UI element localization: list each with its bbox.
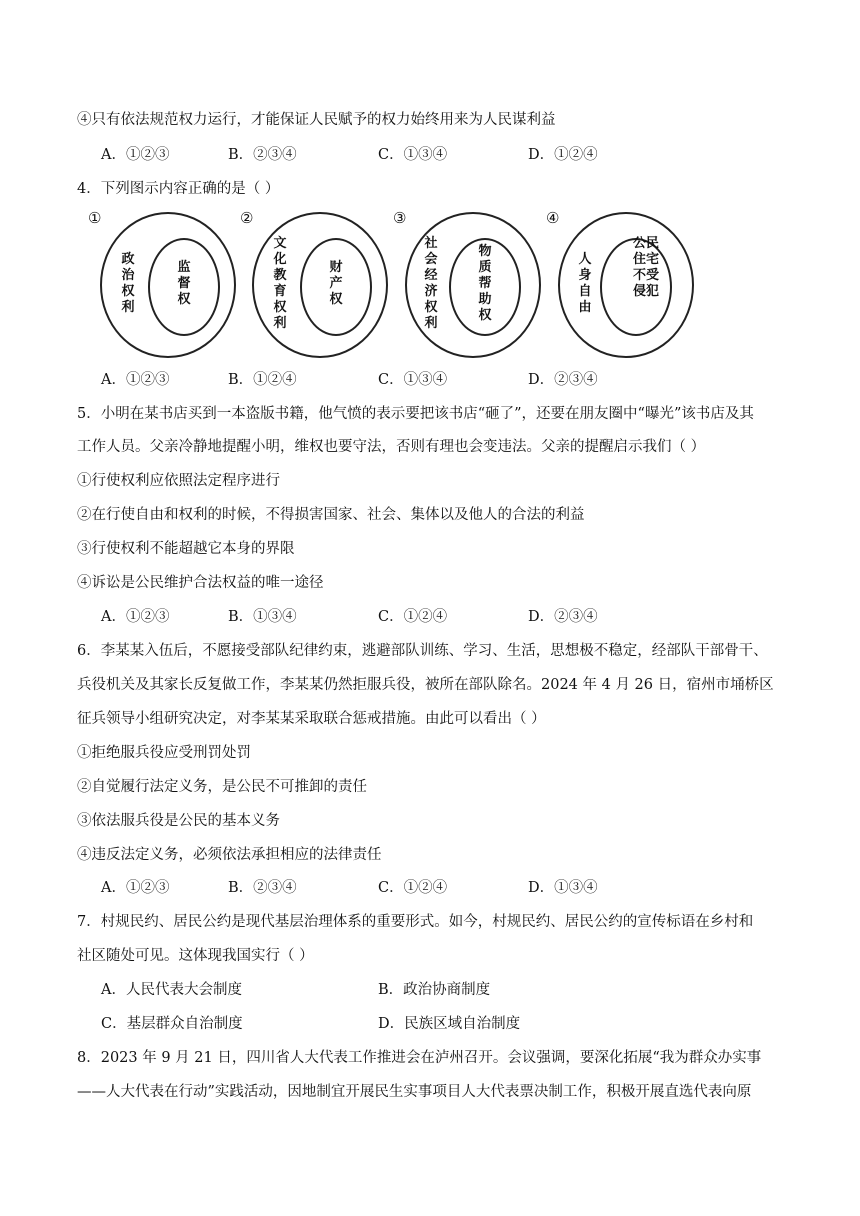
q4-diagram-4 <box>546 210 696 360</box>
q4-diagram-1 <box>88 210 238 360</box>
q5-statement-4: ④诉讼是公民维护合法权益的唯一途径 <box>77 575 324 591</box>
q4-diagrams <box>88 210 688 360</box>
q5-stem-line-2: 工作人员。父亲冷静地提醒小明，维权也要守法，否则有理也会变违法。父亲的提醒启示我们（ ） <box>77 439 706 455</box>
outer-label: 政治权利 <box>121 252 135 315</box>
q7-option-c[interactable]: C．基层群众自治制度 <box>101 1016 243 1032</box>
inner-label: 公民住宅不受侵犯 <box>632 236 659 299</box>
q5-options <box>101 607 801 627</box>
q5-option-b[interactable]: B．①③④ <box>228 609 297 625</box>
q5-statement-2: ②在行使自由和权利的时候，不得损害国家、社会、集体以及他人的合法的利益 <box>77 507 585 523</box>
q6-stem-line-1: 6．李某某入伍后，不愿接受部队纪律约束，逃避部队训练、学习、生活，思想极不稳定，经部队干部骨干、 <box>77 643 768 659</box>
q7-option-a[interactable]: A．人民代表大会制度 <box>101 982 242 998</box>
q6-statement-3: ③依法服兵役是公民的基本义务 <box>77 813 280 829</box>
q4-option-b[interactable]: B．①②④ <box>228 372 297 388</box>
q7-options-row-2 <box>101 1014 801 1034</box>
q6-options <box>101 878 801 898</box>
outer-label: 人身自由 <box>578 252 592 315</box>
q7-options-row-1 <box>101 980 801 1000</box>
q5-stem-line-1: 5．小明在某书店买到一本盗版书籍，他气愤的表示要把该书店“砸了”，还要在朋友圈中“曝光”该书店及其 <box>77 406 754 422</box>
q8-stem-line-1: 8．2023 年 9 月 21 日，四川省人大代表工作推进会在泸州召开。会议强调，要深化拓展“我为群众办实事 <box>77 1050 762 1066</box>
outer-label: 文化教育权利 <box>273 236 287 331</box>
q6-option-a[interactable]: A．①②③ <box>101 880 170 896</box>
diagram-number: ③ <box>393 209 407 227</box>
diagram-number: ② <box>240 209 254 227</box>
q7-option-b[interactable]: B．政治协商制度 <box>378 982 491 998</box>
q6-option-b[interactable]: B．②③④ <box>228 880 297 896</box>
q3-option-c[interactable]: C．①③④ <box>378 147 448 163</box>
q3-option-d[interactable]: D．①②④ <box>528 147 598 163</box>
q3-statement-4: ④只有依法规范权力运行，才能保证人民赋予的权力始终用来为人民谋利益 <box>77 112 556 128</box>
q6-statement-2: ②自觉履行法定义务，是公民不可推卸的责任 <box>77 779 367 795</box>
q4-stem: 4．下列图示内容正确的是（ ） <box>77 181 280 197</box>
q3-option-a[interactable]: A．①②③ <box>101 147 170 163</box>
inner-label: 监督权 <box>177 260 191 307</box>
q6-option-d[interactable]: D．①③④ <box>528 880 598 896</box>
q5-option-c[interactable]: C．①②④ <box>378 609 448 625</box>
q4-options <box>101 370 801 390</box>
q7-stem-line-1: 7．村规民约、居民公约是现代基层治理体系的重要形式。如今，村规民约、居民公约的宣传标语在乡村和 <box>77 914 754 930</box>
q4-diagram-2 <box>240 210 390 360</box>
q6-option-c[interactable]: C．①②④ <box>378 880 448 896</box>
q5-option-d[interactable]: D．②③④ <box>528 609 598 625</box>
q4-option-d[interactable]: D．②③④ <box>528 372 598 388</box>
outer-label: 社会经济权利 <box>424 236 438 331</box>
inner-label: 物质帮助权 <box>478 244 492 323</box>
q7-stem-line-2: 社区随处可见。这体现我国实行（ ） <box>77 948 314 964</box>
q6-statement-1: ①拒绝服兵役应受刑罚处罚 <box>77 745 251 761</box>
q5-statement-3: ③行使权利不能超越它本身的界限 <box>77 541 295 557</box>
q5-option-a[interactable]: A．①②③ <box>101 609 170 625</box>
q8-stem-line-2: ——人大代表在行动”实践活动，因地制宜开展民生实事项目人大代表票决制工作，积极开展直选代表向原 <box>77 1084 752 1100</box>
q6-stem-line-3: 征兵领导小组研究决定，对李某某采取联合惩戒措施。由此可以看出（ ） <box>77 711 546 727</box>
q7-option-d[interactable]: D．民族区域自治制度 <box>378 1016 521 1032</box>
q6-statement-4: ④违反法定义务，必须依法承担相应的法律责任 <box>77 847 382 863</box>
q4-option-a[interactable]: A．①②③ <box>101 372 170 388</box>
q3-option-b[interactable]: B．②③④ <box>228 147 297 163</box>
diagram-number: ① <box>88 209 102 227</box>
q3-options <box>101 145 801 165</box>
diagram-number: ④ <box>546 209 560 227</box>
inner-label: 财产权 <box>329 260 343 307</box>
q5-statement-1: ①行使权利应依照法定程序进行 <box>77 473 280 489</box>
q6-stem-line-2: 兵役机关及其家长反复做工作，李某某仍然拒服兵役，被所在部队除名。2024 年 4 月 26 日，宿州市埇桥区 <box>77 677 774 693</box>
q4-diagram-3 <box>393 210 543 360</box>
q4-option-c[interactable]: C．①③④ <box>378 372 448 388</box>
